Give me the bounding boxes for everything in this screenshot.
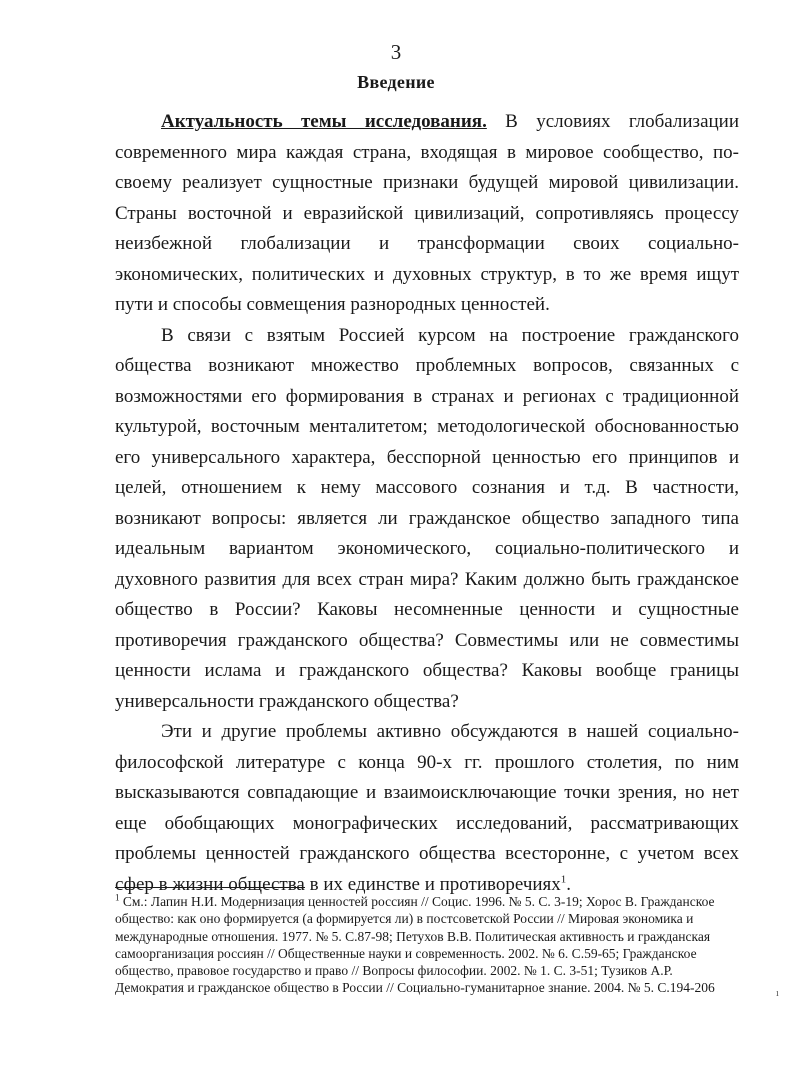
- paragraph-2: [115, 321, 739, 718]
- footnote-reference[interactable]: 1: [560, 873, 567, 886]
- paragraph-text: Эти и другие проблемы активно обсуждаются в нашей социально-философской литературе с конца 90-х гг. прошлого столетия, по ним высказываются совпадающие и взаимоисключающие точки зрения, но нет еще обобщающих монографических исследований, рассматривающих проблемы ценностей гражданского общества всесторонне, с учетом всех сфер в жизни общества в их единстве и противоречиях: [115, 721, 739, 895]
- page-number: 3: [390, 40, 402, 64]
- section-heading: Актуальность темы исследования.: [161, 111, 487, 132]
- page-title: Введение: [357, 72, 435, 92]
- footnote-marker: 1: [115, 892, 120, 903]
- paragraph-text: В связи с взятым Россией курсом на построение гражданского общества возникают множество проблемных вопросов, связанных с возможностями его формирования в странах и регионах с традиционной культурой, восточным менталитетом; методологической обоснованностью его универсального характера, бесспорной ценностью его принципов и целей, отношением к нему массового сознания и т.д. В частности, возникают вопросы: является ли гражданское общество западного типа идеальным вариантом экономического, социально-политического и духовного развития для всех стран мира? Каким должно быть гражданское общество в России? Каковы несомненные ценности и сущностные противоречия гражданского общества? Совместимы или не совместимы ценности ислама и гражданского общества? Каковы вообще границы универсальности гражданского общества?: [115, 324, 739, 712]
- footnote-text: См.: Лапин Н.И. Модернизация ценностей россиян // Социс. 1996. № 5. С. 3-19; Хорос В. Гражданское общество: как оно формируется (а формируется ли) в постсоветской России // Мировая экономика и международные отношения. 1977. № 5. С.87-98; Петухов В.В. Политическая активность и гражданская самоорганизация россиян // Общественные науки и современность. 2002. № 6. С.59-65; Гражданское общество, правовое государство и право // Вопросы философии. 2002. № 1. С. 3-51; Тузиков А.Р. Демократия и гражданское общество в России // Социально-гуманитарное знание. 2004. № 5. С.194-206: [115, 894, 715, 996]
- footnote-divider: [115, 887, 305, 888]
- stray-mark: ı: [776, 988, 779, 999]
- paragraph-3: [115, 717, 739, 900]
- paragraph-tail: .: [566, 873, 572, 895]
- paragraph-1: [115, 107, 739, 321]
- footnote: [115, 893, 739, 997]
- paragraph-text: В условиях глобализации современного мира каждая страна, входящая в мировое сообщество, по-своему реализует сущностные признаки будущей мировой цивилизации. Страны восточной и евразийской цивилизаций, сопротивляясь процессу неизбежной глобализации и трансформации своих социально-экономических, политических и духовных структур, в то же время ищут пути и способы совмещения разнородных ценностей.: [115, 111, 739, 315]
- body-text: [115, 107, 739, 900]
